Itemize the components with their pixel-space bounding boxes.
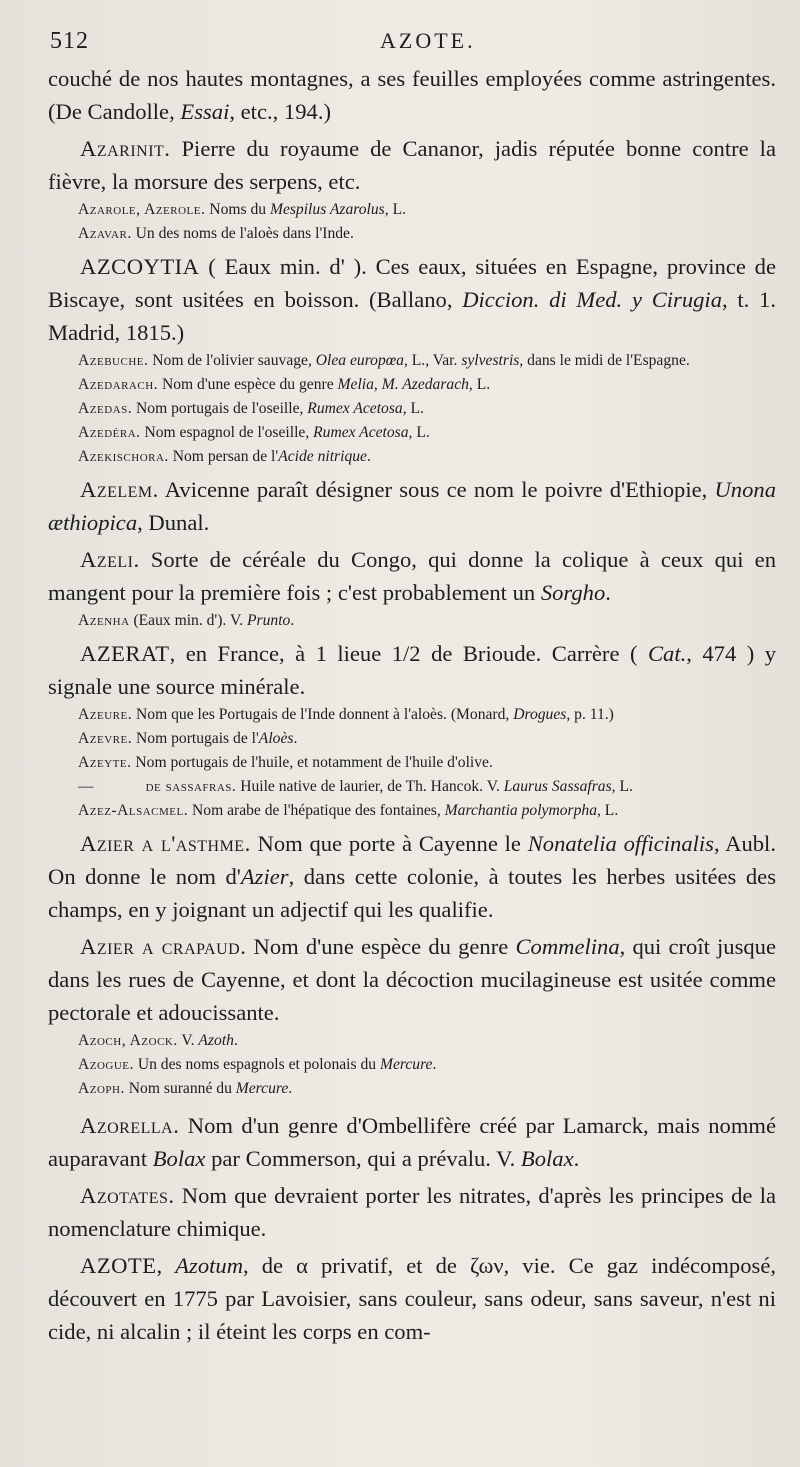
- entry-azebuche: Azebuche. Nom de l'olivier sauvage, Olea europœa, L., Var. sylvestris, dans le midi de l'Espagne.: [78, 352, 690, 369]
- entry-azenha: Azenha (Eaux min. d'). V. Prunto.: [78, 612, 295, 629]
- entry-azevre: Azevre. Nom portugais de l'Aloès.: [78, 730, 298, 747]
- page-header: [50, 28, 760, 58]
- entry-azez-alsacmel: Azez-Alsacmel. Nom arabe de l'hépatique des fontaines, Marchantia polymorpha, L.: [78, 802, 619, 819]
- entry-azarole: Azarole, Azerole. Noms du Mespilus Azarolus, L.: [78, 201, 406, 218]
- entry-azelem: Azelem. Avicenne paraît désigner sous ce nom le poivre d'Ethiopie, Unona æthiopica, Dunal.: [48, 477, 776, 535]
- entry-azeli: Azeli. Sorte de céréale du Congo, qui donne la colique à ceux qui en mangent pour la première fois ; c'est probablement un Sorgho.: [48, 547, 776, 605]
- entry-azeure: Azeure. Nom que les Portugais de l'Inde donnent à l'aloès. (Monard, Drogues, p. 11.): [78, 706, 614, 723]
- entry-azekischora: Azekischora. Nom persan de l'Acide nitrique.: [78, 448, 371, 465]
- entry-azote: AZOTE, Azotum, de α privatif, et de ζων, vie. Ce gaz indécomposé, découvert en 1775 par Lavoisier, sans couleur, sans odeur, sans saveur, n'est ni cide, ni alcalin ; il éteint les corps en com-: [48, 1253, 776, 1344]
- page-number: 512: [50, 28, 89, 54]
- entry-azeyte: Azeyte. Nom portugais de l'huile, et notamment de l'huile d'olive.: [78, 754, 493, 771]
- entry-azier-crapaud: Azier a crapaud. Nom d'une espèce du genre Commelina, qui croît jusque dans les rues de Cayenne, et dont la décoction mucilagineuse est usitée comme pectorale et adoucissante.: [48, 934, 777, 1025]
- entry-azogue: Azogue. Un des noms espagnols et polonais du Mercure.: [78, 1056, 437, 1073]
- entry-azcoytia: AZCOYTIA ( Eaux min. d' ). Ces eaux, situées en Espagne, province de Biscaye, sont usitées en boisson. (Ballano, Diccion. di Med. y Cirugia, t. 1. Madrid, 1815.): [48, 254, 777, 345]
- entries-body: [48, 62, 776, 1348]
- entry-azorella: Azorella. Nom d'un genre d'Ombellifère créé par Lamarck, mais nommé auparavant Bolax par Commerson, qui a prévalu. V. Bolax.: [48, 1113, 776, 1171]
- entry-azotates: Azotates. Nom que devraient porter les nitrates, d'après les principes de la nomenclature chimique.: [48, 1183, 776, 1241]
- entry-azoph: Azoph. Nom suranné du Mercure.: [78, 1080, 293, 1097]
- entry-azoch: Azoch, Azock. V. Azoth.: [78, 1032, 238, 1049]
- entry-azedera: Azedéra. Nom espagnol de l'oseille, Rumex Acetosa, L.: [78, 424, 430, 441]
- entry-azier-asthme: Azier a l'asthme. Nom que porte à Cayenne le Nonatelia officinalis, Aubl. On donne le nom d'Azier, dans cette colonie, à toutes les herbes usitées des champs, en y joignant un adjectif qui les qualifie.: [48, 831, 776, 922]
- entry-azarinit: Azarinit. Pierre du royaume de Cananor, jadis réputée bonne contre la fièvre, la morsure des serpens, etc.: [48, 136, 776, 194]
- running-title: AZOTE.: [380, 28, 476, 53]
- entry-azedarach: Azedarach. Nom d'une espèce du genre Melia, M. Azedarach, L.: [78, 376, 491, 393]
- entry-azerat: AZERAT, en France, à 1 lieue 1/2 de Brioude. Carrère ( Cat., 474 ) y signale une source minérale.: [48, 641, 777, 699]
- entry-azeyte-sassafras: — de sassafras. Huile native de laurier, de Th. Hancok. V. Laurus Sassafras, L.: [78, 778, 633, 795]
- entry-continuation: couché de nos hautes montagnes, a ses feuilles employées comme astringentes. (De Candolle, Essai, etc., 194.): [48, 66, 776, 124]
- entry-azedas: Azedas. Nom portugais de l'oseille, Rumex Acetosa, L.: [78, 400, 424, 417]
- entry-azavar: Azavar. Un des noms de l'aloès dans l'Inde.: [78, 225, 354, 242]
